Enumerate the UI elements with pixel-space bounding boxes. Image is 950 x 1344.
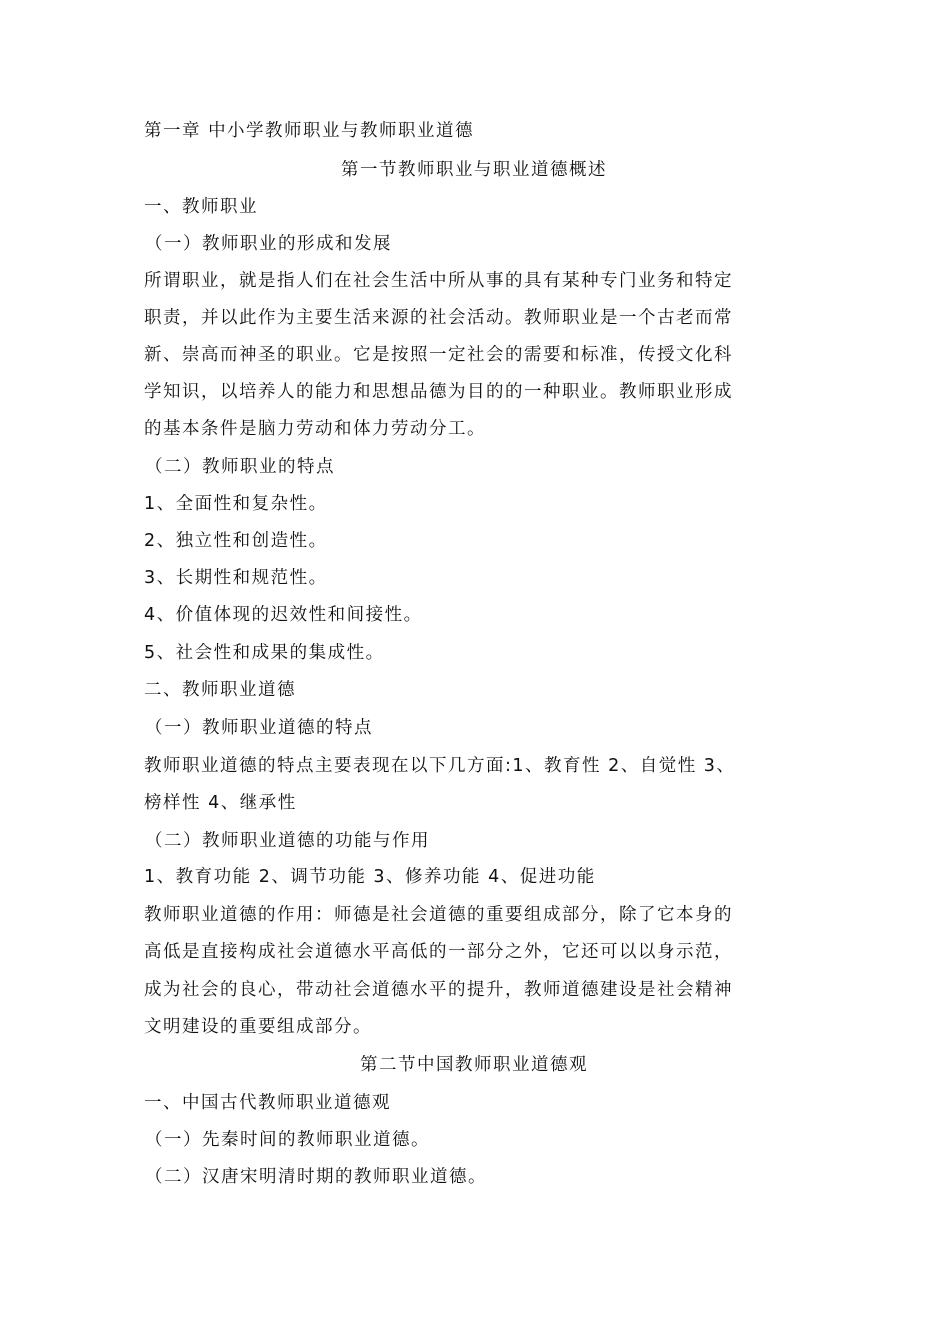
paragraph-line: 教师职业道德的作用：师德是社会道德的重要组成部分，除了它本身的: [144, 905, 733, 925]
paragraph-line: 职责，并以此作为主要生活来源的社会活动。教师职业是一个古老而常: [144, 308, 733, 328]
subsection-heading: （一）教师职业道德的特点: [145, 718, 373, 738]
list-item: 5、社会性和成果的集成性。: [144, 643, 385, 663]
list-item: （一）先秦时间的教师职业道德。: [145, 1130, 430, 1150]
section-title: 第二节中国教师职业道德观: [360, 1055, 588, 1075]
list-item: 3、长期性和规范性。: [144, 568, 328, 588]
subsection-heading: （二）教师职业的特点: [145, 457, 335, 477]
list-item: 4、价值体现的迟效性和间接性。: [144, 605, 423, 625]
paragraph-line: 教师职业道德的特点主要表现在以下几方面:1、教育性 2、自觉性 3、: [144, 756, 736, 776]
part-heading: 一、中国古代教师职业道德观: [144, 1093, 391, 1113]
paragraph-line: 所谓职业，就是指人们在社会生活中所从事的具有某种专门业务和特定: [144, 271, 733, 291]
paragraph-line: 新、崇高而神圣的职业。它是按照一定社会的需要和标准，传授文化科: [144, 345, 733, 365]
chapter-title: 第一章 中小学教师职业与教师职业道德: [144, 121, 475, 141]
functions-line: 1、教育功能 2、调节功能 3、修养功能 4、促进功能: [144, 867, 596, 887]
part-heading: 二、教师职业道德: [144, 680, 296, 700]
paragraph-line: 高低是直接构成社会道德水平高低的一部分之外，它还可以以身示范，: [144, 942, 733, 962]
paragraph-line: 榜样性 4、继承性: [144, 793, 297, 813]
list-item: （二）汉唐宋明清时期的教师职业道德。: [145, 1167, 487, 1187]
section-title: 第一节教师职业与职业道德概述: [341, 160, 607, 180]
paragraph-line: 的基本条件是脑力劳动和体力劳动分工。: [144, 419, 486, 439]
paragraph-line: 文明建设的重要组成部分。: [144, 1017, 372, 1037]
paragraph-line: 学知识，以培养人的能力和思想品德为目的的一种职业。教师职业形成: [144, 382, 733, 402]
subsection-heading: （一）教师职业的形成和发展: [145, 234, 392, 254]
list-item: 2、独立性和创造性。: [144, 531, 328, 551]
paragraph-line: 成为社会的良心，带动社会道德水平的提升，教师道德建设是社会精神: [144, 980, 733, 1000]
part-heading: 一、教师职业: [144, 197, 258, 217]
list-item: 1、全面性和复杂性。: [144, 494, 328, 514]
subsection-heading: （二）教师职业道德的功能与作用: [145, 831, 430, 851]
